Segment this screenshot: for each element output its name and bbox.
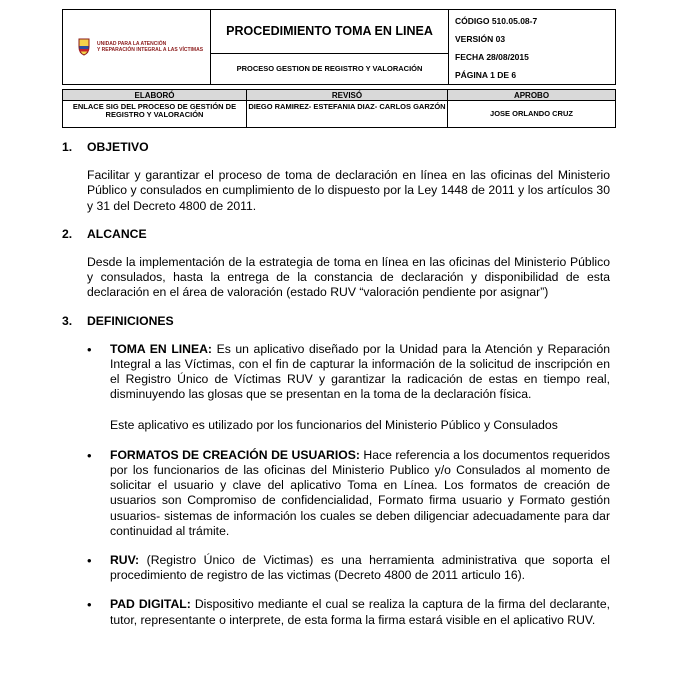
document-title: PROCEDIMIENTO TOMA EN LINEA <box>211 10 449 54</box>
document-header <box>62 9 616 85</box>
reviso-header: REVISÓ <box>247 90 448 101</box>
elaboro-value: ENLACE SIG DEL PROCESO DE GESTIÓN DE REGISTRO Y VALORACIÓN <box>63 101 247 128</box>
section-title: OBJETIVO <box>87 140 149 154</box>
document-body <box>62 140 610 628</box>
bullet-icon: • <box>87 553 92 569</box>
logo-line-2: Y REPARACIÓN INTEGRAL A LAS VÍCTIMAS <box>97 47 204 53</box>
aprobo-header: APROBO <box>448 90 616 101</box>
logo-line-1: UNIDAD PARA LA ATENCIÓN <box>97 41 167 47</box>
bullet-icon: • <box>87 341 92 357</box>
aprobo-value: JOSE ORLANDO CRUZ <box>448 101 616 128</box>
list-item <box>87 342 610 433</box>
definition-extra: Este aplicativo es utilizado por los funcionarios del Ministerio Público y Consulados <box>110 417 558 432</box>
section-definiciones-heading <box>62 314 610 329</box>
institution-logo <box>63 38 210 56</box>
list-item <box>87 448 610 539</box>
definition-text: Dispositivo mediante el cual se realiza la captura de la firma del declarante, tutor, representante o interprete, de esta forma la firma estará visible en el aplicativo RUV. <box>110 597 610 627</box>
process-name: PROCESO GESTION DE REGISTRO Y VALORACIÓN <box>211 53 449 84</box>
list-item <box>87 553 610 583</box>
bullet-icon: • <box>87 447 92 463</box>
meta-cell <box>449 10 616 85</box>
definition-term: FORMATOS DE CREACIÓN DE USUARIOS: <box>110 447 360 462</box>
document-version: VERSIÓN 03 <box>455 34 506 44</box>
definitions-list <box>62 342 610 628</box>
elaboro-header: ELABORÓ <box>63 90 247 101</box>
section-number: 3. <box>62 313 73 328</box>
definition-text: (Registro Único de Victimas) es una herramienta administrativa que soporta el procedimiento de registro de las victimas (Decreto 4800 de 2011 articulo 16). <box>110 553 610 583</box>
section-number: 2. <box>62 226 73 241</box>
definition-text: Hace referencia a los documentos requeridos por los funcionarios de las oficinas del Ministerio Publico y/o Consulados al momento de solicitar el usuario y clave del aplicativo Toma en Línea. Los formatos de creación de usuarios son Compromiso de confidencialidad, Formato firma usuario y Formato gestión usuarios- sistemas de información los cuales se deben diligenciar adecuadamente para dar continuidad al trámite. <box>110 447 610 538</box>
document-code: CÓDIGO 510.05.08-7 <box>455 16 538 26</box>
definition-term: PAD DIGITAL: <box>110 597 191 612</box>
approval-table <box>62 89 616 128</box>
objetivo-text: Facilitar y garantizar el proceso de toma de declaración en línea en las oficinas del Ministerio Público y consulados en cumplimiento de lo dispuesto por la Ley 1448 de 2011 y los artículos 30 y 31 del Decreto 4800 de 2011. <box>87 168 610 213</box>
list-item <box>87 597 610 627</box>
definition-text: Es un aplicativo diseñado por la Unidad para la Atención y Reparación Integral a las Víctimas, con el fin de capturar la información de la solicitud de inscripción en el Registro Único de Víctimas RUV y garantizar la radicación de estas en tiempo real, disminuyendo las glosas que se presentan en la toma de la declaración física. <box>110 341 610 402</box>
section-number: 1. <box>62 140 73 154</box>
reviso-value: DIEGO RAMIREZ- ESTEFANIA DIAZ- CARLOS GARZÓN <box>247 101 448 128</box>
section-objetivo-heading <box>62 140 610 155</box>
logo-cell <box>63 10 211 85</box>
section-title: ALCANCE <box>87 226 147 241</box>
definition-term: TOMA EN LINEA: <box>110 341 212 356</box>
document-date: FECHA 28/08/2015 <box>455 52 529 62</box>
section-title: DEFINICIONES <box>87 313 174 328</box>
definition-term: RUV: <box>110 553 140 568</box>
alcance-text: Desde la implementación de la estrategia de toma en línea en las oficinas del Ministerio Público y consulados, hasta la entrega de la constancia de declaración y disponibilidad de esta declaración en el área de valoración (estado RUV “valoración pendiente por asignar”) <box>87 255 610 300</box>
section-alcance-heading <box>62 227 610 242</box>
bullet-icon: • <box>87 597 92 613</box>
coat-of-arms-icon <box>77 38 91 56</box>
document-page: PÁGINA 1 DE 6 <box>455 70 517 80</box>
